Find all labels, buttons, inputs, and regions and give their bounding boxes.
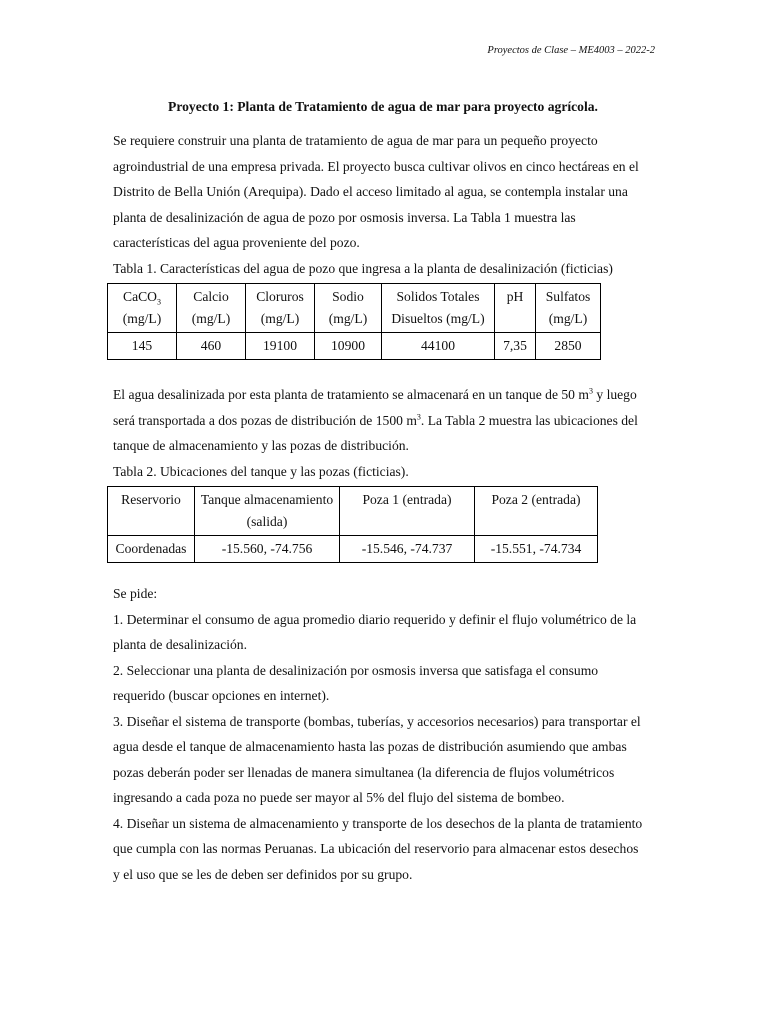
table-header-cell: Cloruros (mg/L) <box>246 284 315 333</box>
storage-paragraph <box>113 382 653 459</box>
tasks-intro: Se pide: <box>113 586 158 601</box>
table-cell: -15.551, -74.734 <box>475 536 598 563</box>
task-line: 2. Seleccionar una planta de desalinización por osmosis inversa que satisfaga el consumo <box>113 662 599 678</box>
table-cell: 460 <box>177 333 246 360</box>
running-header: Proyectos de Clase – ME4003 – 2022-2 <box>487 45 655 56</box>
task-line: pozas deberán poder ser llenadas de manera simultanea (la diferencia de flujos volumétricos <box>113 764 615 780</box>
table-cell: -15.560, -74.756 <box>195 536 340 563</box>
task-line: y el uso que se les de deben ser definidos por su grupo. <box>113 866 413 882</box>
table2-caption: Tabla 2. Ubicaciones del tanque y las pozas (ficticias). <box>113 463 409 479</box>
task-line: 1. Determinar el consumo de agua promedio diario requerido y definir el flujo volumétrico de la <box>113 611 637 627</box>
task-line: 3. Diseñar el sistema de transporte (bombas, tuberías, y accesorios necesarios) para transportar el <box>113 713 641 729</box>
task-line: 4. Diseñar un sistema de almacenamiento y transporte de los desechos de la planta de tratamiento <box>113 815 643 831</box>
table-cell: 145 <box>108 333 177 360</box>
document-body <box>113 88 653 887</box>
table-header-row <box>108 284 601 333</box>
intro-line: agroindustrial de una empresa privada. El proyecto busca cultivar olivos en cinco hectáreas en el <box>113 158 639 174</box>
table-cell: 10900 <box>315 333 382 360</box>
table-row <box>108 333 601 360</box>
intro-line: planta de desalinización de agua de pozo por osmosis inversa. La Tabla 1 muestra las <box>113 209 576 225</box>
table-cell: 44100 <box>382 333 495 360</box>
table-header-cell: Sulfatos (mg/L) <box>536 284 601 333</box>
tasks-section <box>113 581 653 887</box>
table-header-cell: Solidos Totales Disueltos (mg/L) <box>382 284 495 333</box>
table-header-row <box>108 487 598 536</box>
water-characteristics-table <box>107 283 601 360</box>
table-header-cell: CaCO$_3$ (mg/L) <box>108 284 177 333</box>
table-header-cell: Reservorio <box>108 487 195 536</box>
table-header-cell: pH <box>495 284 536 333</box>
table-cell: 2850 <box>536 333 601 360</box>
task-line: requerido (buscar opciones en internet). <box>113 688 330 703</box>
table1-caption: Tabla 1. Características del agua de pozo que ingresa a la planta de desalinización (ficticias) <box>113 260 613 276</box>
task-line: ingresando a cada poza no puede ser mayor al 5% del flujo del sistema de bombeo. <box>113 790 565 805</box>
storage-line: tanque de almacenamiento y las pozas de distribución. <box>113 438 409 453</box>
table-header-cell: Calcio (mg/L) <box>177 284 246 333</box>
table-header-cell: Poza 2 (entrada) <box>475 487 598 536</box>
storage-line: El agua desalinizada por esta planta de tratamiento se almacenará en un tanque de 50 $m^3$ y luego <box>113 386 637 402</box>
locations-table <box>107 486 598 563</box>
table-cell: Coordenadas <box>108 536 195 563</box>
task-line: agua desde el tanque de almacenamiento hasta las pozas de distribución asumiendo que ambas <box>113 739 627 754</box>
table-cell: 19100 <box>246 333 315 360</box>
task-line: que cumpla con las normas Peruanas. La ubicación del reservorio para almacenar estos desechos <box>113 841 639 856</box>
storage-line: será transportada a dos pozas de distribución de 1500 $m^3$. La Tabla 2 muestra las ubicaciones del <box>113 411 638 428</box>
table-header-cell: Poza 1 (entrada) <box>340 487 475 536</box>
task-line: planta de desalinización. <box>113 637 247 652</box>
table-header-cell: Tanque almacenamiento (salida) <box>195 487 340 536</box>
table-cell: 7,35 <box>495 333 536 360</box>
table-header-cell: Sodio (mg/L) <box>315 284 382 333</box>
intro-line: características del agua proveniente del pozo. <box>113 235 360 250</box>
intro-paragraph <box>113 128 653 256</box>
intro-line: Se requiere construir una planta de tratamiento de agua de mar para un pequeño proyecto <box>113 133 598 148</box>
table-cell: -15.546, -74.737 <box>340 536 475 563</box>
table-row <box>108 536 598 563</box>
project-title: Proyecto 1: Planta de Tratamiento de agua de mar para proyecto agrícola. <box>168 99 598 114</box>
intro-line: Distrito de Bella Unión (Arequipa). Dado el acceso limitado al agua, se contempla instalar una <box>113 184 628 199</box>
